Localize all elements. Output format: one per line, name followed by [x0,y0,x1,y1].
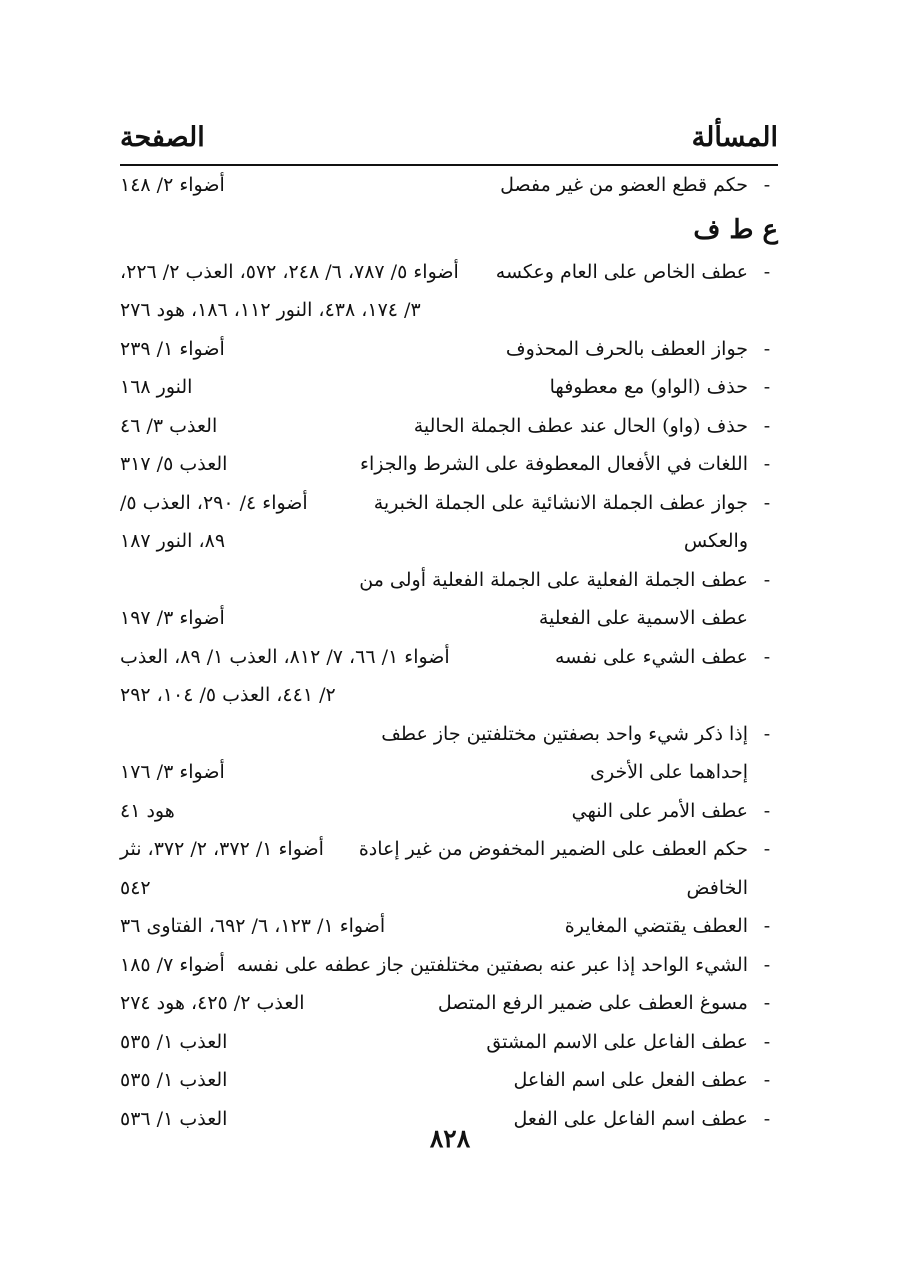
entry-text: عطف الخاص على العام وعكسه [495,260,748,283]
index-entry [120,253,778,292]
entry-dash: - [763,1107,771,1130]
entry-ref: هود ٤١ [120,799,175,822]
index-entry [120,715,778,754]
entry-text-continuation: الخافض [686,876,748,899]
column-header [120,118,778,166]
entry-ref: العذب ١/ ٥٣٥ [120,1069,228,1091]
entry-text: جواز عطف الجملة الانشائية على الجملة الخبرية [373,491,748,514]
index-page [120,118,778,1168]
entry-text: عطف الفاعل على الاسم المشتق [486,1030,748,1053]
index-entries [120,166,778,1138]
entry-ref: أضواء ١/ ٢٣٩ [120,337,225,360]
entry-text: عطف الفعل على اسم الفاعل [513,1069,748,1091]
entry-text: عطف الأمر على النهي [571,799,748,822]
entry-dash: - [763,568,771,591]
safha-column-title: الصفحة [120,122,205,153]
masala-column-title: المسألة [691,122,778,153]
index-entry-continuation [120,599,778,638]
entry-dash: - [763,376,771,398]
index-entry [120,484,778,523]
entry-dash: - [763,953,771,976]
entry-text: حكم العطف على الضمير المخفوض من غير إعادة [358,838,748,860]
index-entry [120,1061,778,1100]
entry-ref: أضواء ٥/ ٧٨٧، ٦/ ٢٤٨، ٥٧٢، العذب ٢/ ٢٢٦، [120,260,459,283]
entry-ref-continuation: ٢/ ٤٤١، العذب ٥/ ١٠٤، ٢٩٢ [120,684,336,706]
entry-dash: - [763,645,771,668]
entry-ref-continuation: ٨٩، النور ١٨٧ [120,530,226,552]
index-entry [120,907,778,946]
entries-list [120,253,778,1139]
entry-text-continuation: عطف الاسمية على الفعلية [538,607,748,629]
entry-ref: أضواء ١/ ١٢٣، ٦/ ٦٩٢، الفتاوى ٣٦ [120,915,386,937]
index-entry [120,638,778,677]
entry-dash: - [763,491,771,514]
entry-text-continuation: إحداهما على الأخرى [590,761,748,783]
entry-dash: - [763,337,771,360]
entry-ref-continuation: ٣/ ١٧٤، ٤٣٨، النور ١١٢، ١٨٦، هود ٢٧٦ [120,299,421,321]
index-entry [120,984,778,1023]
entry-dash: - [763,414,771,437]
index-entry [120,330,778,369]
entry-dash: - [763,915,771,937]
entry-text: جواز العطف بالحرف المحذوف [505,337,748,360]
entry-text: العطف يقتضي المغايرة [564,915,748,937]
entry-dash: - [763,799,771,822]
entry-dash: - [763,174,771,196]
index-entry-continuation [120,753,778,792]
entry-text: عطف اسم الفاعل على الفعل [513,1107,748,1130]
entry-ref-continuation: أضواء ٣/ ١٧٦ [120,761,225,783]
entry-text: حذف (واو) الحال عند عطف الجملة الحالية [413,414,748,437]
entry-ref: العذب ١/ ٥٣٥ [120,1030,228,1053]
entry-ref-continuation: ٥٤٢ [120,876,151,899]
entry-dash: - [763,838,771,860]
entry-dash: - [763,260,771,283]
index-entry-continuation [120,522,778,561]
entry-text: مسوغ العطف على ضمير الرفع المتصل [437,992,748,1014]
entry-text: اللغات في الأفعال المعطوفة على الشرط والجزاء [360,453,748,475]
entry-ref: أضواء ٧/ ١٨٥ [120,953,225,976]
index-entry [120,830,778,869]
entry-ref: العذب ٣/ ٤٦ [120,414,218,437]
entry-dash: - [763,992,771,1014]
entry-ref: النور ١٦٨ [120,376,193,398]
entry-text: عطف الشيء على نفسه [555,645,748,668]
entry-text: عطف الجملة الفعلية على الجملة الفعلية أولى من [359,568,748,591]
entry-text: حذف (الواو) مع معطوفها [549,376,748,398]
entry-text: الشيء الواحد إذا عبر عنه بصفتين مختلفتين جاز عطفه على نفسه [236,953,748,976]
index-entry-continuation [120,291,778,330]
section-heading: ع ط ف [693,214,778,245]
index-entry-continuation [120,869,778,908]
index-entry [120,561,778,600]
entry-dash: - [763,1069,771,1091]
entry-text: حكم قطع العضو من غير مفصل [500,174,748,196]
index-entry [120,1023,778,1062]
entry-ref: أضواء ١/ ٦٦، ٧/ ٨١٢، العذب ١/ ٨٩، العذب [120,645,450,668]
index-entry-continuation [120,676,778,715]
index-entry [120,407,778,446]
entry-ref-continuation: أضواء ٣/ ١٩٧ [120,607,225,629]
entry-dash: - [763,722,771,745]
entry-ref: أضواء ٢/ ١٤٨ [120,174,225,196]
entry-ref: العذب ٥/ ٣١٧ [120,453,228,475]
index-entry [120,445,778,484]
entry-dash: - [763,453,771,475]
index-entry [120,792,778,831]
entry-dash: - [763,1030,771,1053]
entry-text-continuation: والعكس [683,530,748,552]
entry-ref: العذب ١/ ٥٣٦ [120,1107,228,1130]
index-entry [120,368,778,407]
entry-ref: العذب ٢/ ٤٢٥، هود ٢٧٤ [120,992,305,1014]
entry-ref: أضواء ١/ ٣٧٢، ٢/ ٣٧٢، نثر [120,838,324,860]
index-entry [120,166,778,205]
page-number: ٨٢٨ [429,1124,471,1153]
entry-ref: أضواء ٤/ ٢٩٠، العذب ٥/ [120,491,308,514]
entry-text: إذا ذكر شيء واحد بصفتين مختلفتين جاز عطف [381,722,748,745]
index-entry [120,946,778,985]
